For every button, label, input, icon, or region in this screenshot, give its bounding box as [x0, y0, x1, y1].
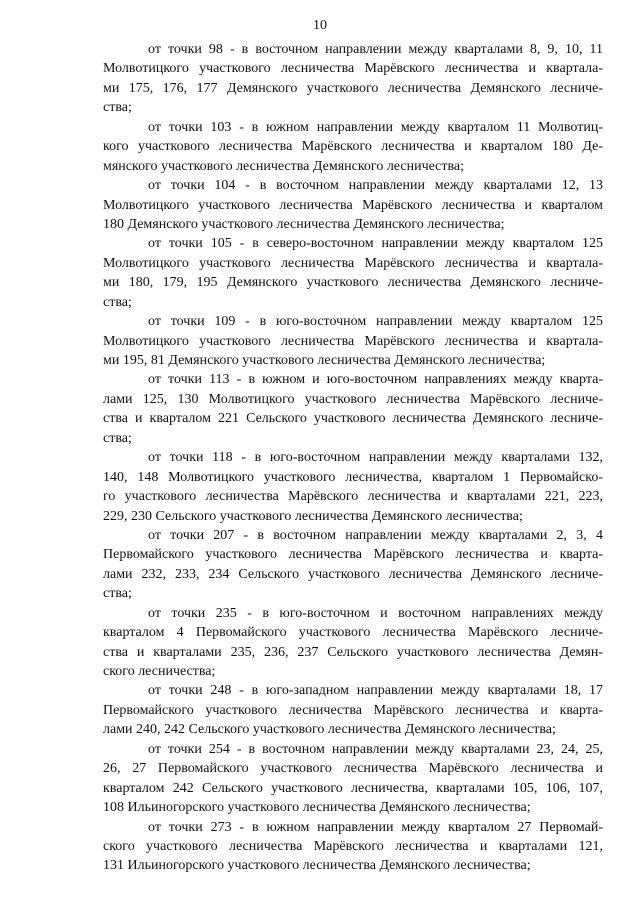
text-line: ми 195, 81 Демянского участкового лесничества Демянского лесничества; [103, 353, 546, 368]
text-line: лами 240, 242 Сельского участкового лесничества Демянского лесничества; [103, 722, 556, 738]
text-line: от точки 118 - в юго-восточном направлении между кварталами 132, [148, 450, 603, 466]
text-line: 140, 148 Молвотицкого участкового лесничества, кварталом 1 Первомайско- [103, 469, 603, 485]
text-line: ского лесничества; [103, 664, 216, 679]
text-line: от точки 273 - в южном направлении между кварталом 27 Первомай- [148, 819, 603, 835]
document-body [103, 40, 603, 876]
text-line: ми 175, 176, 177 Демянского участкового лесничества Демянского лесниче- [103, 80, 603, 96]
text-line: от точки 254 - в восточном направлении между кварталами 23, 24, 25, [148, 741, 603, 757]
text-line: от точки 235 - в юго-восточном и восточном направлениях между [148, 605, 603, 621]
text-line: Молвотицкого участкового лесничества Марёвского лесничества и квартала- [103, 61, 603, 77]
text-line: ства и кварталом 221 Сельского участкового лесничества Демянского лесниче- [103, 411, 603, 427]
text-line: Первомайского участкового лесничества Марёвского лесничества и кварта- [103, 702, 603, 718]
text-line: го участкового лесничества Марёвского лесничества и кварталами 221, 223, [103, 489, 603, 505]
text-line: от точки 113 - в южном и юго-восточном направлениях между кварта- [148, 372, 603, 388]
text-line: кварталом 4 Первомайского участкового лесничества Марёвского лесниче- [103, 625, 603, 641]
text-line: от точки 109 - в юго-восточном направлении между кварталом 125 [148, 314, 603, 330]
text-line: 229, 230 Сельского участкового лесничества Демянского лесничества; [103, 508, 523, 524]
text-line: Молвотицкого участкового лесничества Марёвского лесничества и кварталом [103, 197, 603, 213]
text-line: от точки 104 - в восточном направлении между кварталами 12, 13 [148, 178, 603, 194]
text-line: ства; [103, 586, 132, 602]
text-line: лами 232, 233, 234 Сельского участкового лесничества Демянского лесниче- [103, 566, 603, 582]
text-line: ства; [103, 100, 132, 116]
text-line: ства; [103, 430, 132, 446]
text-line: от точки 105 - в северо-восточном направлении между кварталом 125 [148, 236, 603, 252]
text-line: от точки 98 - в восточном направлении между кварталами 8, 9, 10, 11 [148, 42, 603, 57]
text-line: лами 125, 130 Молвотицкого участкового лесничества Марёвского лесниче- [103, 391, 603, 407]
text-line: от точки 207 - в восточном направлении между кварталами 2, 3, 4 [148, 527, 603, 543]
text-line: 131 Ильиногорского участкового лесничества Демянского лесничества; [103, 858, 531, 874]
page-number: 10 [313, 18, 327, 33]
text-line: Молвотицкого участкового лесничества Марёвского лесничества и квартала- [103, 333, 603, 349]
text-line: ми 180, 179, 195 Демянского участкового лесничества Демянского лесниче- [103, 275, 603, 291]
text-line: от точки 103 - в южном направлении между кварталом 11 Молвотиц- [148, 119, 603, 135]
text-line: ства; [103, 294, 132, 310]
text-line: кварталом 242 Сельского участкового лесничества, кварталами 105, 106, 107, [103, 780, 603, 796]
text-line: 26, 27 Первомайского участкового лесничества Марёвского лесничества и [103, 761, 603, 777]
text-line: Молвотицкого участкового лесничества Марёвского лесничества и квартала- [103, 255, 603, 271]
text-line: кого участкового лесничества Марёвского лесничества и кварталом 180 Де- [103, 139, 603, 155]
text-line: 180 Демянского участкового лесничества Демянского лесничества; [103, 216, 505, 232]
text-line: 108 Ильиногорского участкового лесничества Демянского лесничества; [103, 800, 531, 816]
text-line: Первомайского участкового лесничества Марёвского лесничества и кварта- [103, 547, 603, 563]
text-line: ского участкового лесничества Марёвского лесничества и кварталами 121, [103, 838, 603, 854]
text-line: от точки 248 - в юго-западном направлении между кварталами 18, 17 [148, 683, 603, 699]
text-line: ства и кварталами 235, 236, 237 Сельского участкового лесничества Демян- [103, 644, 603, 660]
text-line: мянского участкового лесничества Демянского лесничества; [103, 158, 465, 174]
